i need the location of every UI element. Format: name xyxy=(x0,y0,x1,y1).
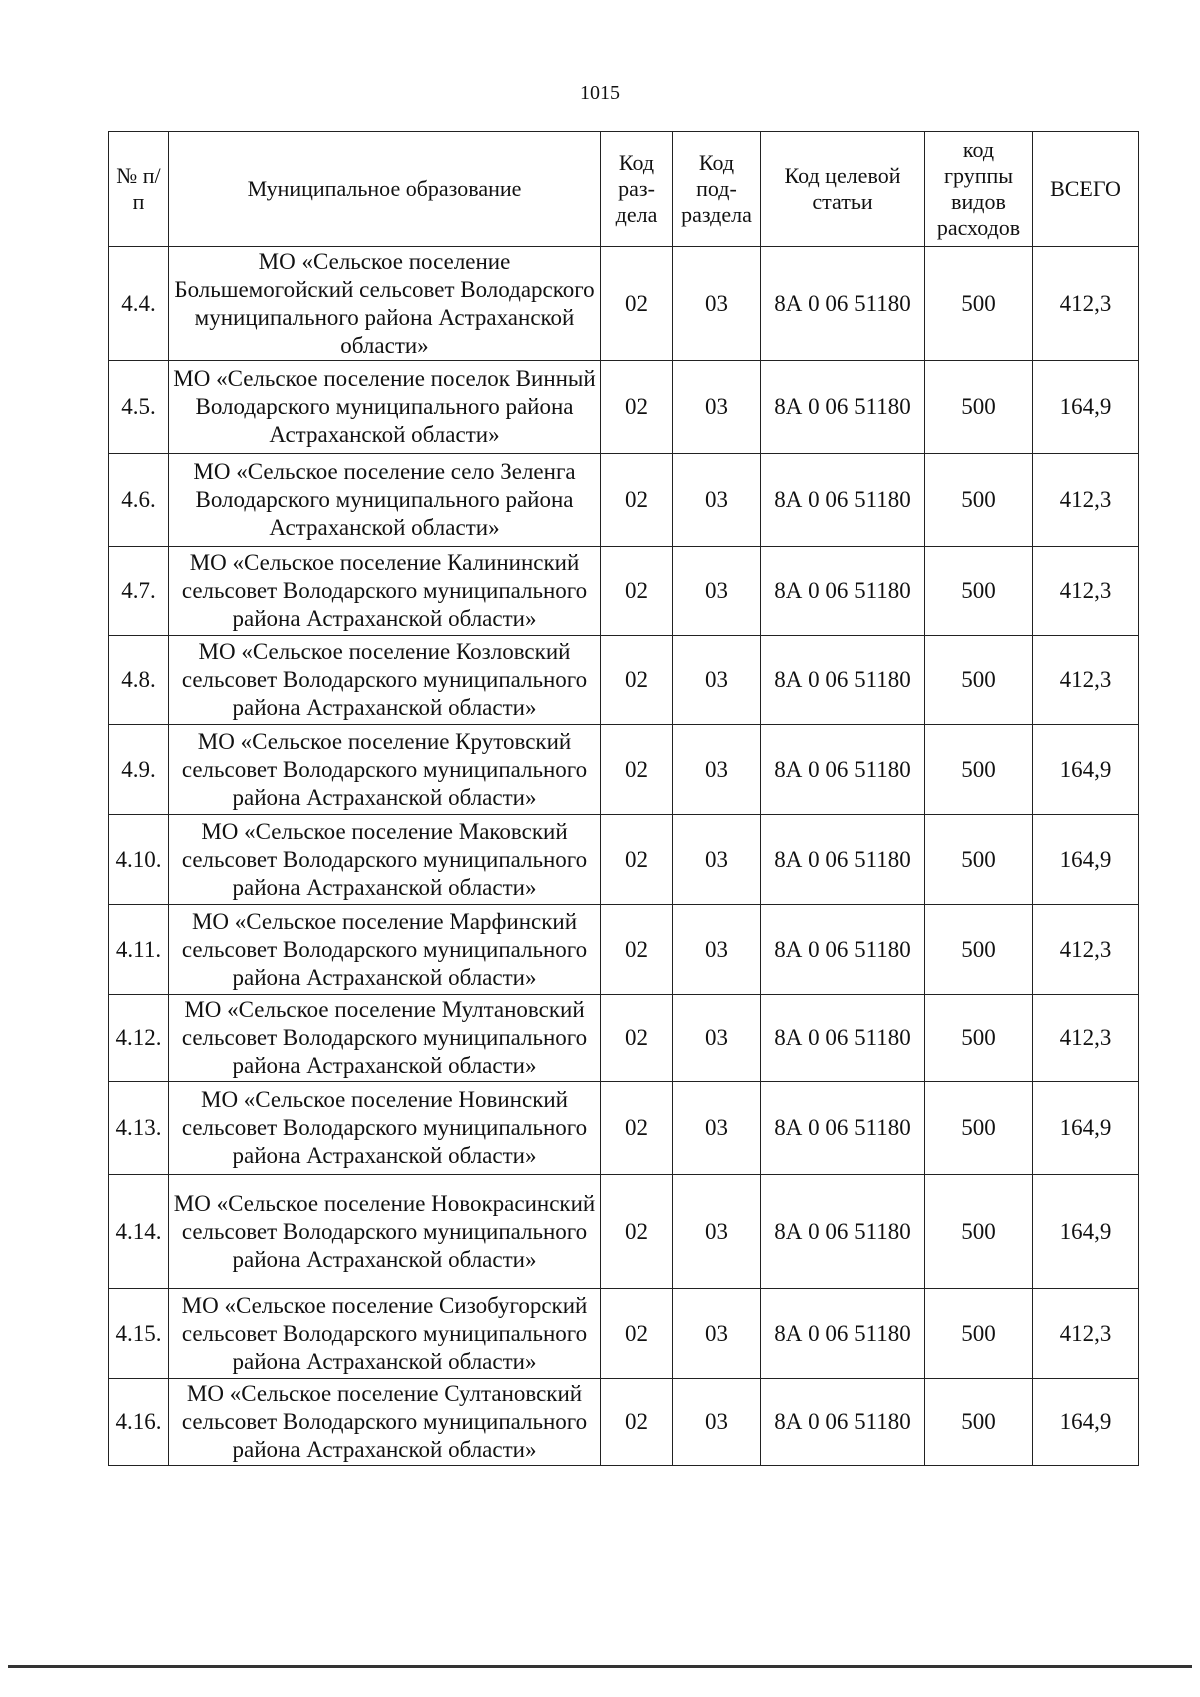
total-amount: 412,3 xyxy=(1033,547,1139,636)
table-body xyxy=(109,247,1139,1466)
subsection-code: 03 xyxy=(673,905,761,995)
row-number: 4.14. xyxy=(109,1175,169,1289)
total-amount: 412,3 xyxy=(1033,905,1139,995)
target-code: 8А 0 06 51180 xyxy=(761,1289,925,1379)
expense-group-code: 500 xyxy=(925,725,1033,815)
total-amount: 412,3 xyxy=(1033,995,1139,1082)
table-row xyxy=(109,905,1139,995)
header-row xyxy=(109,132,1139,247)
target-code: 8А 0 06 51180 xyxy=(761,1175,925,1289)
total-amount: 164,9 xyxy=(1033,361,1139,454)
table-row xyxy=(109,247,1139,361)
expense-group-code: 500 xyxy=(925,905,1033,995)
table-row xyxy=(109,1379,1139,1466)
expense-group-code: 500 xyxy=(925,1175,1033,1289)
row-number: 4.11. xyxy=(109,905,169,995)
municipality-name: МО «Сельское поселение Сизобугорский сельсовет Володарского муниципального района Астраханской области» xyxy=(169,1289,601,1379)
header-target-code: Код целевой статьи xyxy=(761,132,925,247)
target-code: 8А 0 06 51180 xyxy=(761,454,925,547)
target-code: 8А 0 06 51180 xyxy=(761,361,925,454)
header-num: № п/п xyxy=(109,132,169,247)
budget-table xyxy=(108,131,1139,1466)
row-number: 4.9. xyxy=(109,725,169,815)
expense-group-code: 500 xyxy=(925,995,1033,1082)
target-code: 8А 0 06 51180 xyxy=(761,1379,925,1466)
municipality-name: МО «Сельское поселение Большемогойский сельсовет Володарского муниципального района Астраханской области» xyxy=(169,247,601,361)
municipality-name: МО «Сельское поселение Мултановский сельсовет Володарского муниципального района Астраханской области» xyxy=(169,995,601,1082)
table-row xyxy=(109,815,1139,905)
total-amount: 412,3 xyxy=(1033,1289,1139,1379)
total-amount: 412,3 xyxy=(1033,636,1139,725)
subsection-code: 03 xyxy=(673,725,761,815)
row-number: 4.8. xyxy=(109,636,169,725)
row-number: 4.16. xyxy=(109,1379,169,1466)
target-code: 8А 0 06 51180 xyxy=(761,815,925,905)
header-section-code: Код раз-дела xyxy=(601,132,673,247)
row-number: 4.4. xyxy=(109,247,169,361)
table-row xyxy=(109,547,1139,636)
section-code: 02 xyxy=(601,995,673,1082)
target-code: 8А 0 06 51180 xyxy=(761,995,925,1082)
total-amount: 164,9 xyxy=(1033,1175,1139,1289)
section-code: 02 xyxy=(601,547,673,636)
subsection-code: 03 xyxy=(673,815,761,905)
header-expense-group-code: код группы видов расходов xyxy=(925,132,1033,247)
row-number: 4.13. xyxy=(109,1082,169,1175)
table-row xyxy=(109,725,1139,815)
expense-group-code: 500 xyxy=(925,1379,1033,1466)
expense-group-code: 500 xyxy=(925,636,1033,725)
municipality-name: МО «Сельское поселение поселок Винный Володарского муниципального района Астраханской области» xyxy=(169,361,601,454)
section-code: 02 xyxy=(601,361,673,454)
subsection-code: 03 xyxy=(673,1379,761,1466)
expense-group-code: 500 xyxy=(925,815,1033,905)
subsection-code: 03 xyxy=(673,361,761,454)
total-amount: 164,9 xyxy=(1033,725,1139,815)
subsection-code: 03 xyxy=(673,995,761,1082)
section-code: 02 xyxy=(601,815,673,905)
target-code: 8А 0 06 51180 xyxy=(761,247,925,361)
table-row xyxy=(109,995,1139,1082)
section-code: 02 xyxy=(601,1289,673,1379)
bottom-rule xyxy=(8,1665,1192,1668)
subsection-code: 03 xyxy=(673,1082,761,1175)
section-code: 02 xyxy=(601,1379,673,1466)
total-amount: 412,3 xyxy=(1033,454,1139,547)
row-number: 4.10. xyxy=(109,815,169,905)
table-row xyxy=(109,361,1139,454)
total-amount: 164,9 xyxy=(1033,815,1139,905)
municipality-name: МО «Сельское поселение Марфинский сельсовет Володарского муниципального района Астраханской области» xyxy=(169,905,601,995)
section-code: 02 xyxy=(601,636,673,725)
section-code: 02 xyxy=(601,725,673,815)
table-row xyxy=(109,636,1139,725)
expense-group-code: 500 xyxy=(925,1289,1033,1379)
expense-group-code: 500 xyxy=(925,1082,1033,1175)
row-number: 4.6. xyxy=(109,454,169,547)
target-code: 8А 0 06 51180 xyxy=(761,636,925,725)
row-number: 4.5. xyxy=(109,361,169,454)
table-row xyxy=(109,454,1139,547)
subsection-code: 03 xyxy=(673,1289,761,1379)
total-amount: 412,3 xyxy=(1033,247,1139,361)
municipality-name: МО «Сельское поселение Султановский сельсовет Володарского муниципального района Астраханской области» xyxy=(169,1379,601,1466)
municipality-name: МО «Сельское поселение Калининский сельсовет Володарского муниципального района Астраханской области» xyxy=(169,547,601,636)
expense-group-code: 500 xyxy=(925,361,1033,454)
table-row xyxy=(109,1289,1139,1379)
subsection-code: 03 xyxy=(673,1175,761,1289)
target-code: 8А 0 06 51180 xyxy=(761,905,925,995)
target-code: 8А 0 06 51180 xyxy=(761,725,925,815)
total-amount: 164,9 xyxy=(1033,1082,1139,1175)
target-code: 8А 0 06 51180 xyxy=(761,1082,925,1175)
expense-group-code: 500 xyxy=(925,247,1033,361)
expense-group-code: 500 xyxy=(925,454,1033,547)
section-code: 02 xyxy=(601,1175,673,1289)
section-code: 02 xyxy=(601,1082,673,1175)
municipality-name: МО «Сельское поселение село Зеленга Володарского муниципального района Астраханской области» xyxy=(169,454,601,547)
header-name: Муниципальное образование xyxy=(169,132,601,247)
header-subsection-code: Код под-раздела xyxy=(673,132,761,247)
municipality-name: МО «Сельское поселение Новокрасинский сельсовет Володарского муниципального района Астраханской области» xyxy=(169,1175,601,1289)
subsection-code: 03 xyxy=(673,547,761,636)
section-code: 02 xyxy=(601,247,673,361)
subsection-code: 03 xyxy=(673,247,761,361)
row-number: 4.15. xyxy=(109,1289,169,1379)
section-code: 02 xyxy=(601,454,673,547)
target-code: 8А 0 06 51180 xyxy=(761,547,925,636)
row-number: 4.7. xyxy=(109,547,169,636)
municipality-name: МО «Сельское поселение Крутовский сельсовет Володарского муниципального района Астраханской области» xyxy=(169,725,601,815)
table-header xyxy=(109,132,1139,247)
section-code: 02 xyxy=(601,905,673,995)
table-row xyxy=(109,1082,1139,1175)
page-number: 1015 xyxy=(580,82,620,104)
header-total: ВСЕГО xyxy=(1033,132,1139,247)
total-amount: 164,9 xyxy=(1033,1379,1139,1466)
expense-group-code: 500 xyxy=(925,547,1033,636)
municipality-name: МО «Сельское поселение Козловский сельсовет Володарского муниципального района Астраханской области» xyxy=(169,636,601,725)
row-number: 4.12. xyxy=(109,995,169,1082)
subsection-code: 03 xyxy=(673,636,761,725)
table-row xyxy=(109,1175,1139,1289)
subsection-code: 03 xyxy=(673,454,761,547)
municipality-name: МО «Сельское поселение Новинский сельсовет Володарского муниципального района Астраханской области» xyxy=(169,1082,601,1175)
municipality-name: МО «Сельское поселение Маковский сельсовет Володарского муниципального района Астраханской области» xyxy=(169,815,601,905)
